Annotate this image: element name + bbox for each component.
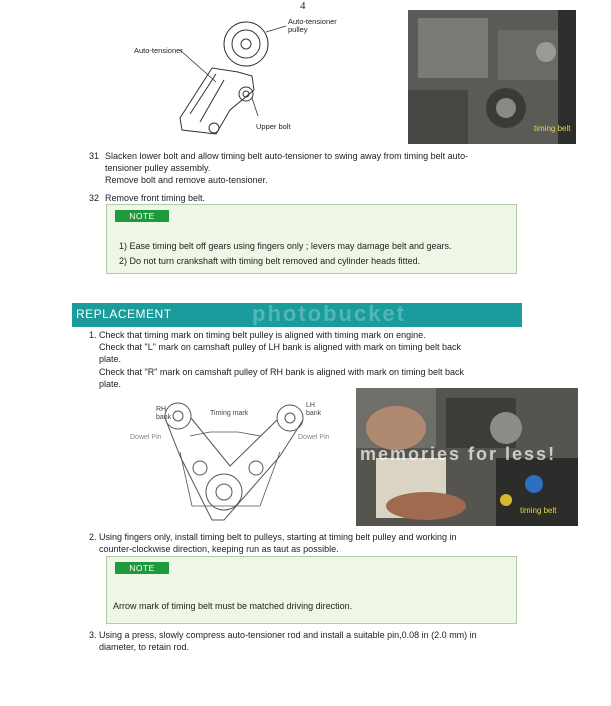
step-2-line-2: counter-clockwise direction, keeping run as taut as possible. [99,544,339,554]
page-number: 4 [300,0,306,12]
note-1-item-2: 2) Do not turn crankshaft with timing belt removed and cylinder heads fitted. [119,256,421,266]
step-1-line-5: plate. [99,379,122,389]
banner-watermark: photobucket [252,301,406,326]
step-31-line-2: tensioner pulley assembly. [105,163,211,173]
note-2-text: Arrow mark of timing belt must be matched driving direction. [113,601,353,611]
note-1-item-1: 1) Ease timing belt off gears using fingers only ; levers may damage belt and gears. [119,241,452,251]
step-1-line-4: Check that "R" mark on camshaft pulley of RH bank is aligned with mark on timing belt back [99,367,465,377]
step-31-line-1: Slacken lower bolt and allow timing belt auto-tensioner to swing away from timing belt auto- [105,151,469,161]
note-2-tag: NOTE [115,562,169,574]
auto-tensioner-pulley-label: Auto-tensioner pulley [288,17,337,34]
dowel-pin-right-label: Dowel Pin [298,434,330,441]
auto-tensioner-label: Auto-tensioner [134,46,183,55]
step-31-number: 31 [89,151,100,161]
auto-tensioner-diagram [120,10,337,140]
step-32-number: 32 [89,193,100,203]
dowel-pin-left-label: Dowel Pin [130,434,162,441]
replacement-banner [72,303,522,327]
timing-belt-diagram [120,396,340,526]
step-2-line-1: 2. Using fingers only, install timing belt to pulleys, starting at timing belt pulley and working in [89,532,457,542]
photo1-timing-belt-label: timing belt [534,124,571,133]
step-3-line-2: diameter, to retain rod. [99,642,190,652]
step-1-line-2: Check that "L" mark on camshaft pulley of LH bank is aligned with mark on timing belt back [99,342,462,352]
note-box-1 [106,204,517,274]
note-box-2 [106,556,517,624]
note-1-tag: NOTE [115,210,169,222]
step-1-line-3: plate. [99,354,122,364]
step-1-line-1: 1. Check that timing mark on timing belt pulley is aligned with timing mark on engine. [89,330,426,340]
step-32-line-1: Remove front timing belt. [105,193,206,203]
photo2-watermark: memories for less! [360,444,557,464]
step-31-line-3: Remove bolt and remove auto-tensioner. [105,175,268,185]
replacement-title: REPLACEMENT [76,307,172,321]
upper-bolt-label: Upper bolt [256,122,291,131]
step-3-line-1: 3. Using a press, slowly compress auto-tensioner rod and install a suitable pin,0.08 in (2.0 mm) in [89,630,477,640]
rh-bank-label: RH bank [156,406,172,421]
lh-bank-label: LH bank [306,402,322,417]
timing-mark-label: Timing mark [210,410,249,417]
engine-photo-2 [356,388,578,526]
photo2-timing-belt-label: timing belt [520,506,557,515]
engine-photo-1 [408,10,576,144]
